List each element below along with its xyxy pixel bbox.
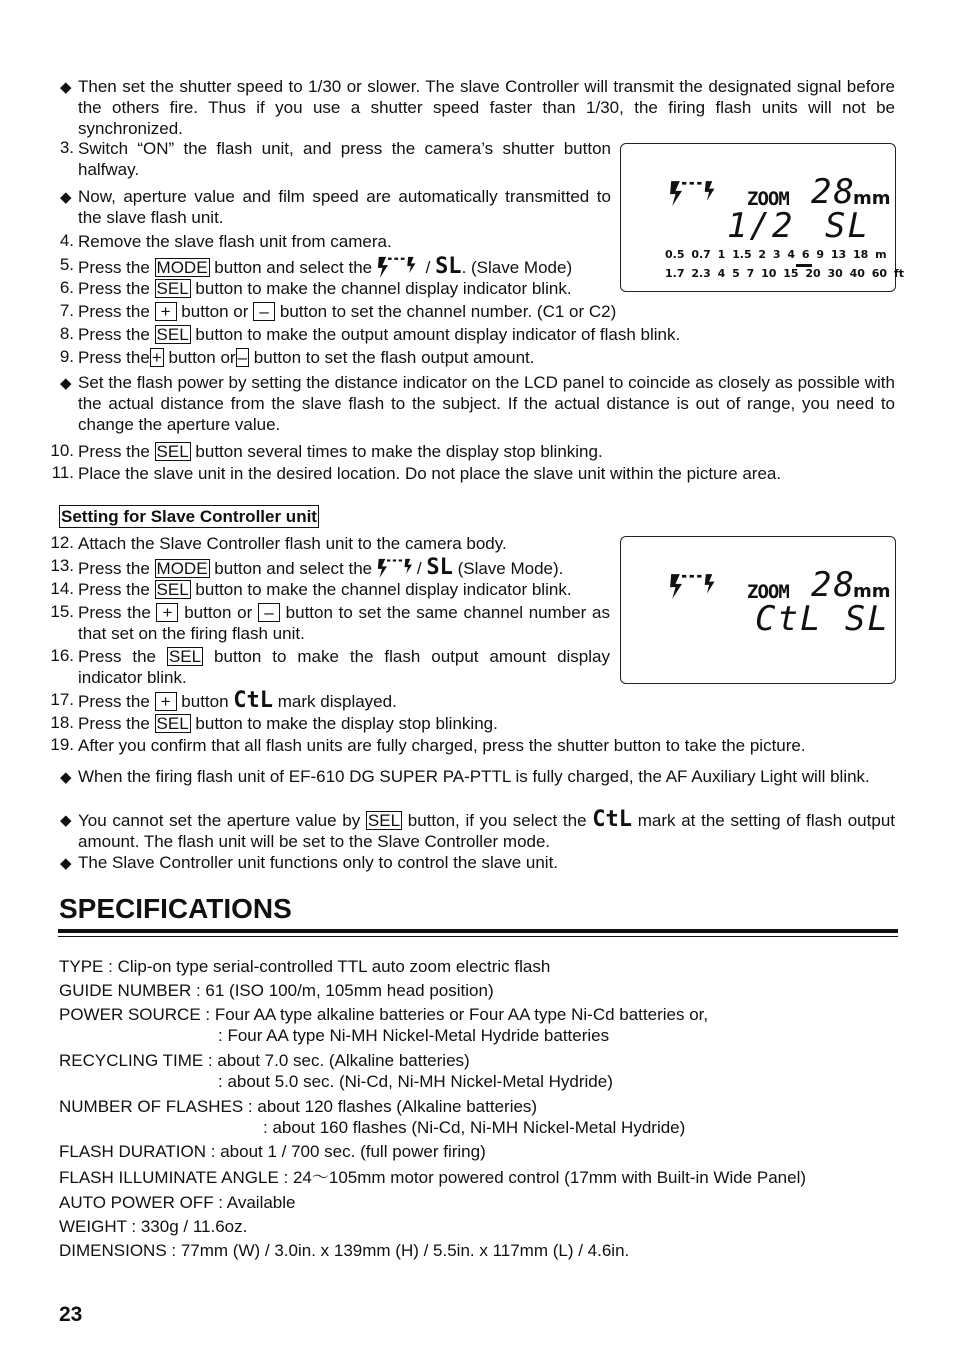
step-10-post: button several times to make the display stop blinking.	[195, 442, 603, 461]
lcd-scale-meters: 0.5 0.7 1 1.5 2 3 4 6 9 13 18 m	[665, 248, 887, 261]
spec-auto-off: AUTO POWER OFF : Available	[59, 1193, 296, 1212]
bullet-aperture: Now, aperture value and film speed are automatically transmitted to the slave flash unit.	[78, 187, 611, 227]
plus-button: +	[155, 302, 177, 321]
spec-title: SPECIFICATIONS	[59, 893, 292, 924]
ctl-glyph: CtL	[233, 688, 274, 713]
step-13-sep: /	[416, 559, 422, 578]
step-5-post: . (Slave Mode)	[461, 258, 573, 277]
step-11-num: 11.	[51, 463, 74, 482]
step-14-pre: Press the	[78, 580, 150, 599]
step-19-num: 19.	[50, 735, 74, 754]
spec-duration: FLASH DURATION : about 1 / 700 sec. (full power firing)	[59, 1142, 486, 1161]
note-2-post: mark at the setting of flash output amount. The flash unit will be set to the Slave Controller mode.	[78, 811, 895, 851]
step-7-pre: Press the	[78, 302, 150, 321]
lcd-zoom-label: ZOOM	[747, 581, 789, 603]
page-number: 23	[59, 1303, 83, 1326]
spec-angle: FLASH ILLUMINATE ANGLE : 24～105mm motor powered control (17mm with Built-in Wide Panel)	[59, 1168, 807, 1187]
lcd-focal: 28	[811, 172, 856, 212]
step-4-num: 4.	[59, 231, 74, 250]
note-slave-only: The Slave Controller unit functions only to control the slave unit.	[78, 853, 559, 872]
step-15-num: 15.	[50, 602, 74, 621]
spec-rule-thin	[58, 936, 898, 937]
step-5	[78, 255, 572, 279]
spec-power-source-cont: : Four AA type Ni-MH Nickel-Metal Hydride batteries	[218, 1026, 610, 1045]
step-3-text: Switch “ON” the flash unit, and press the camera’s shutter button halfway.	[78, 139, 611, 179]
sel-button: SEL	[156, 442, 189, 461]
step-10-pre: Press the	[78, 442, 150, 461]
spec-rule-thick	[58, 929, 898, 933]
step-14	[78, 579, 572, 600]
step-16-post: button to make the flash output amount display indicator blink.	[78, 647, 610, 687]
lcd-panel-slave	[620, 143, 904, 292]
flash-slave-icon	[377, 255, 421, 279]
note-2-pre: You cannot set the aperture value by	[78, 811, 361, 830]
spec-weight: WEIGHT : 330g / 11.6oz.	[59, 1217, 248, 1236]
step-6-pre: Press the	[78, 279, 150, 298]
step-6-num: 6.	[59, 278, 74, 297]
step-17-num: 17.	[50, 690, 74, 709]
step-5-mid: button and select the	[214, 258, 373, 277]
step-17-pre: Press the	[78, 692, 150, 711]
minus-button: –	[237, 348, 248, 367]
flash-slave-icon	[669, 571, 721, 601]
flash-slave-icon	[377, 556, 417, 580]
step-6	[78, 278, 572, 299]
step-18	[78, 713, 498, 734]
bullet-diamond: ◆	[60, 79, 72, 96]
spec-guide-number: GUIDE NUMBER : 61 (ISO 100/m, 105mm head position)	[59, 981, 494, 1000]
bullet-diamond: ◆	[60, 769, 72, 786]
step-9	[78, 347, 535, 368]
plus-button: +	[151, 348, 162, 367]
step-7-mid: button or	[181, 302, 249, 321]
lcd-ratio: 1/2	[727, 206, 795, 246]
step-12-text: Attach the Slave Controller flash unit to the camera body.	[78, 534, 507, 553]
spec-dimensions: DIMENSIONS : 77mm (W) / 3.0in. x 139mm (H) / 5.5in. x 117mm (L) / 4.6in.	[59, 1241, 630, 1260]
step-5-pre: Press the	[78, 258, 150, 277]
sel-button: SEL	[156, 279, 189, 298]
bullet-power: Set the flash power by setting the distance indicator on the LCD panel to coincide as closely as possible with the actual distance from the slave flash to the subject. If the actual distance is out of range, you need to change the aperture value.	[78, 373, 895, 434]
step-10	[78, 441, 603, 462]
note-aperture	[78, 809, 895, 852]
step-15-pre: Press the	[78, 603, 151, 622]
step-8-pre: Press the	[78, 325, 150, 344]
step-9-mid: button or	[168, 348, 236, 367]
lcd-mode: SL	[825, 206, 870, 246]
sel-button: SEL	[156, 580, 189, 599]
step-16	[78, 646, 610, 688]
step-3-num: 3.	[59, 138, 74, 157]
step-18-num: 18.	[50, 713, 74, 732]
minus-button: –	[258, 603, 280, 622]
step-13-num: 13.	[50, 556, 74, 575]
step-6-post: button to make the channel display indicator blink.	[195, 279, 572, 298]
slave-sl-glyph: SL	[435, 254, 462, 279]
lcd-mm: mm	[853, 188, 891, 209]
step-9-post: button to set the flash output amount.	[253, 348, 535, 367]
step-15-mid: button or	[184, 603, 253, 622]
step-8-num: 8.	[59, 324, 74, 343]
lcd-zoom-label: ZOOM	[747, 188, 789, 210]
step-12-num: 12.	[50, 533, 74, 552]
lcd-panel-controller	[620, 536, 896, 684]
slave-sl-glyph: SL	[426, 555, 453, 580]
plus-button: +	[156, 603, 178, 622]
lcd-mode: CtL SL	[755, 599, 890, 639]
step-15	[78, 602, 610, 644]
step-7-post: button to set the channel number. (C1 or C2)	[279, 302, 617, 321]
spec-power-source: POWER SOURCE : Four AA type alkaline batteries or Four AA type Ni-Cd batteries or,	[59, 1005, 709, 1024]
step-4-text: Remove the slave flash unit from camera.	[78, 232, 392, 251]
step-18-pre: Press the	[78, 714, 150, 733]
step-13-mid: button and select the	[214, 559, 373, 578]
sel-button: SEL	[367, 811, 401, 830]
lcd-focal: 28	[811, 565, 856, 605]
step-5-num: 5.	[59, 255, 74, 274]
step-5-sep: /	[425, 258, 431, 277]
step-18-post: button to make the display stop blinking.	[195, 714, 498, 733]
spec-type: TYPE : Clip-on type serial-controlled TTL auto zoom electric flash	[59, 957, 551, 976]
step-8-post: button to make the output amount display indicator of flash blink.	[195, 325, 681, 344]
step-9-num: 9.	[59, 347, 74, 366]
step-7	[78, 301, 616, 322]
section-title: Setting for Slave Controller unit	[61, 507, 317, 526]
bullet-diamond: ◆	[60, 189, 72, 206]
mode-button: MODE	[156, 559, 208, 578]
step-14-post: button to make the channel display indicator blink.	[195, 580, 572, 599]
bullet-diamond: ◆	[60, 855, 72, 872]
ctl-glyph: CtL	[592, 807, 633, 832]
sel-button: SEL	[156, 325, 189, 344]
step-7-num: 7.	[59, 301, 74, 320]
step-17-mid: button	[181, 692, 229, 711]
step-17	[78, 690, 397, 712]
bullet-diamond: ◆	[60, 812, 72, 829]
step-10-num: 10.	[50, 441, 74, 460]
step-8	[78, 324, 680, 345]
sel-button: SEL	[156, 714, 189, 733]
spec-recycling: RECYCLING TIME : about 7.0 sec. (Alkaline batteries)	[59, 1051, 470, 1070]
plus-button: +	[155, 692, 177, 711]
step-14-num: 14.	[50, 579, 74, 598]
lcd-scale-feet: 1.7 2.3 4 5 7 10 15 20 30 40 60 ft	[665, 267, 904, 280]
step-11-text: Place the slave unit in the desired location. Do not place the slave unit within the picture area.	[78, 464, 782, 483]
spec-flashes-cont: : about 160 flashes (Ni-Cd, Ni-MH Nickel-Metal Hydride)	[263, 1118, 686, 1137]
step-9-pre: Press the	[78, 348, 150, 367]
step-17-post: mark displayed.	[277, 692, 397, 711]
step-13-post: (Slave Mode).	[457, 559, 564, 578]
bullet-diamond: ◆	[60, 375, 72, 392]
intro-bullet: Then set the shutter speed to 1/30 or slower. The slave Controller will transmit the designated signal before the others fire. Thus if you use a shutter speed faster than 1/30, the firing flash units will not be synchronized.	[78, 77, 895, 138]
sel-button: SEL	[168, 647, 202, 666]
note-2-mid: button, if you select the	[407, 811, 587, 830]
lcd-mm: mm	[853, 581, 891, 602]
minus-button: –	[253, 302, 275, 321]
step-16-num: 16.	[50, 646, 74, 665]
step-16-pre: Press the	[78, 647, 157, 666]
step-19-text: After you confirm that all flash units are fully charged, press the shutter button to take the picture.	[78, 736, 806, 755]
step-15-post: button to set the same channel number as that set on the firing flash unit.	[78, 603, 610, 643]
spec-recycling-cont: : about 5.0 sec. (Ni-Cd, Ni-MH Nickel-Metal Hydride)	[218, 1072, 613, 1091]
spec-flashes: NUMBER OF FLASHES : about 120 flashes (Alkaline batteries)	[59, 1097, 538, 1116]
note-af-light: When the firing flash unit of EF-610 DG SUPER PA-PTTL is fully charged, the AF Auxiliary Light will blink.	[78, 767, 870, 786]
flash-slave-icon	[669, 178, 721, 208]
step-13	[78, 556, 563, 580]
step-13-pre: Press the	[78, 559, 150, 578]
mode-button: MODE	[156, 258, 208, 277]
